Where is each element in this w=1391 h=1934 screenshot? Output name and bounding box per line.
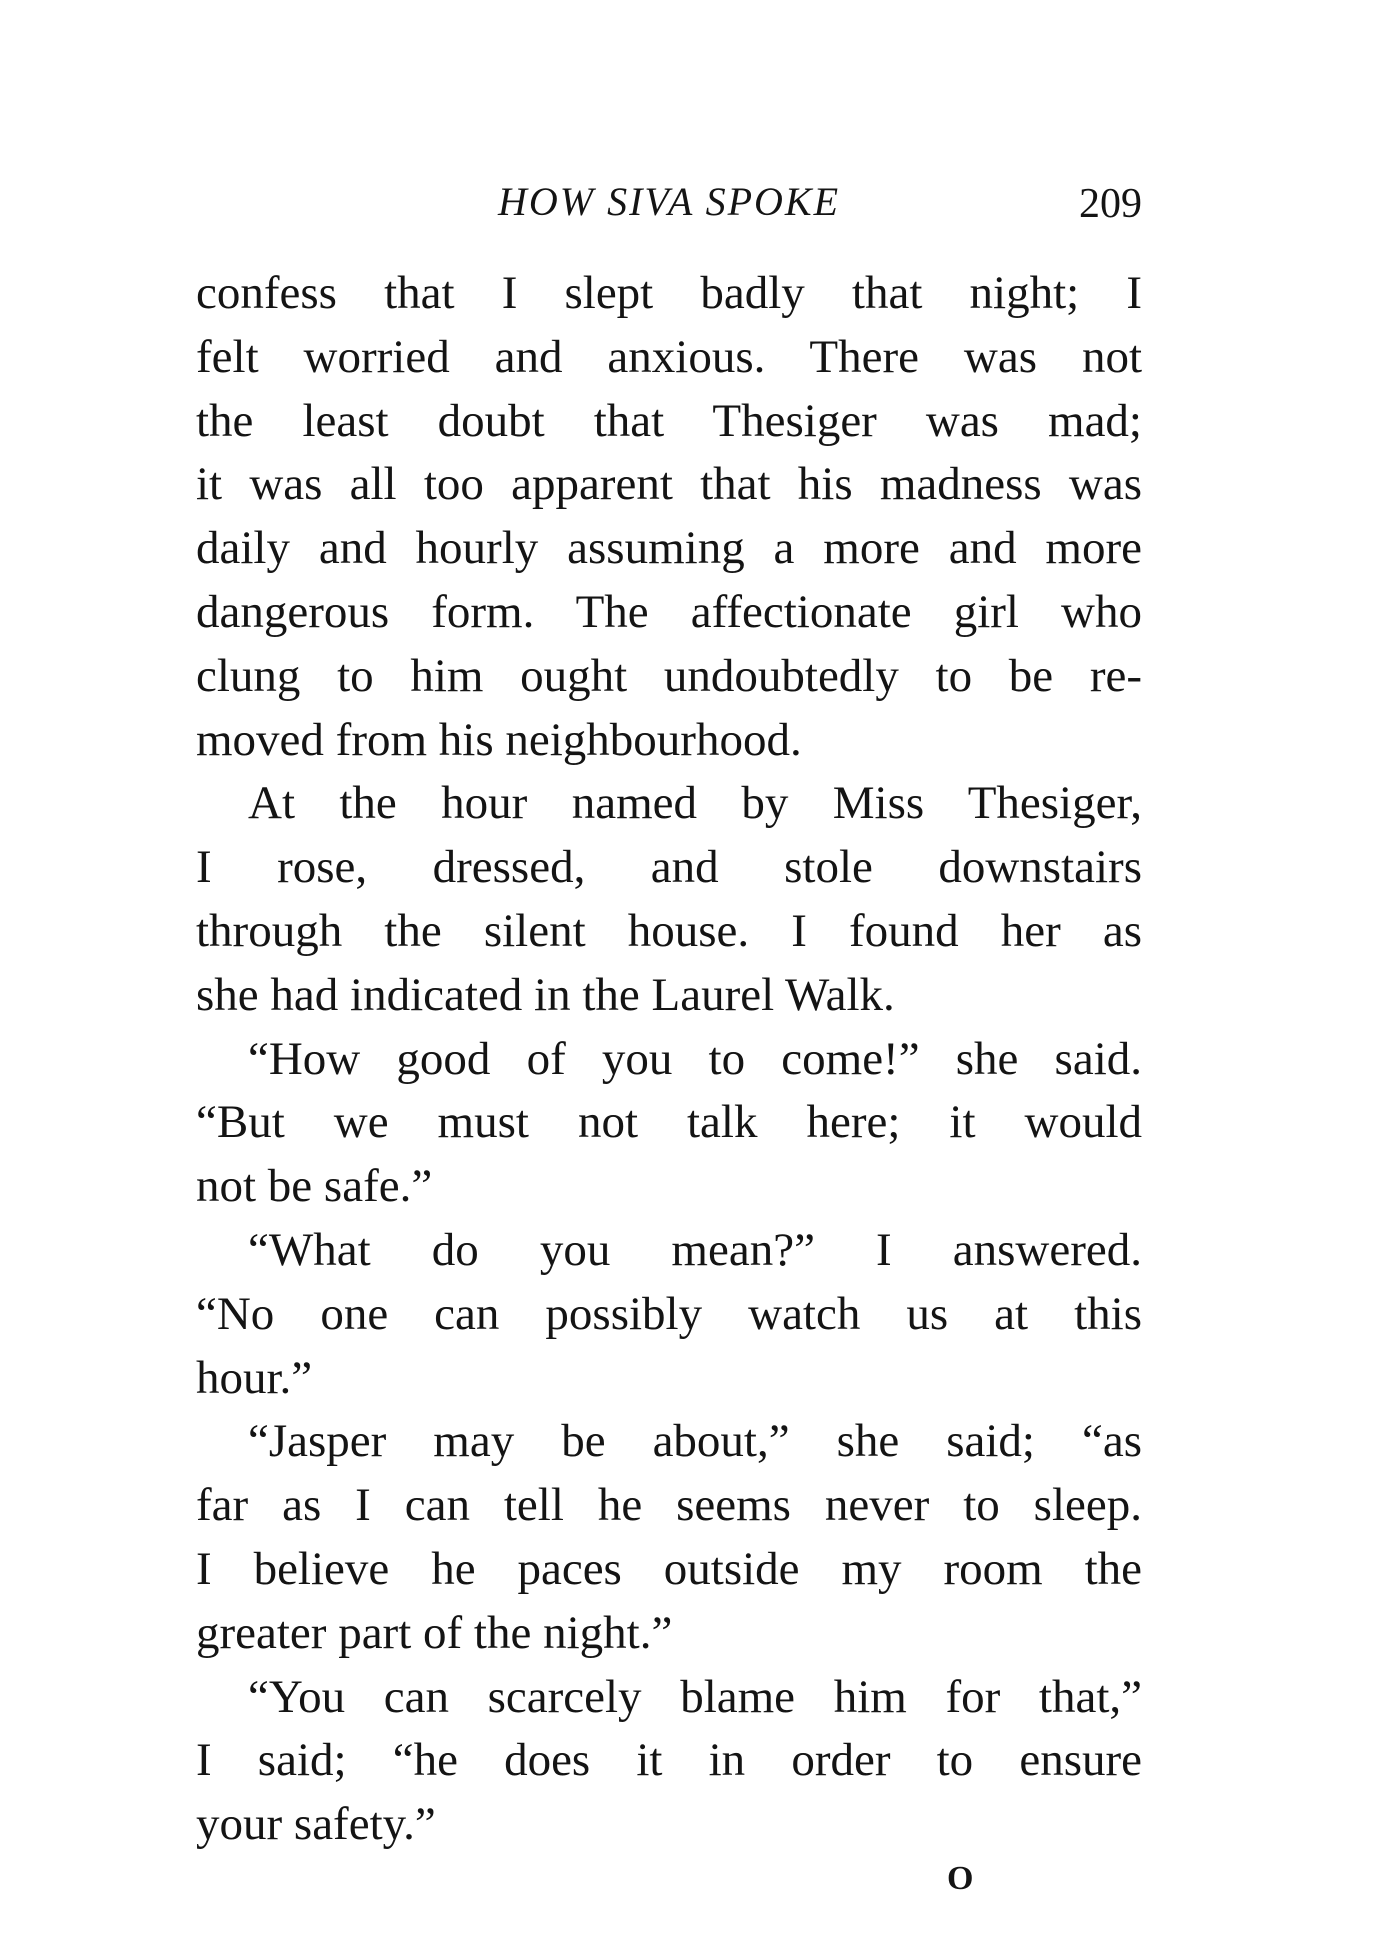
page-number: 209 [1079,181,1142,227]
text-line: I rose, dressed, and stole downstairs [196,841,1142,894]
text-line: she had indicated in the Laurel Walk. [196,968,895,1021]
text-line: not be safe.” [196,1160,433,1213]
text-line: “What do you mean?” I answered. [248,1223,1142,1276]
text-line: it was all too apparent that his madness was [196,458,1142,511]
text-line: clung to him ought undoubtedly to be re- [196,649,1142,702]
text-line: greater part of the night.” [196,1606,673,1659]
text-line: moved from his neighbourhood. [196,713,802,766]
text-line: “You can scarcely blame him for that,” [248,1670,1142,1723]
text-line: your safety.” [196,1798,436,1851]
text-line: confess that I slept badly that night; I [196,267,1142,319]
text-line: hour.” [196,1351,313,1404]
text-line: “No one can possibly watch us at this [196,1287,1142,1340]
text-line: “How good of you to come!” she said. [248,1032,1142,1085]
text-line: dangerous form. The affectionate girl who [196,585,1142,638]
signature-mark: O [947,1860,974,1897]
text-line: the least doubt that Thesiger was mad; [196,394,1142,447]
text-line: “But we must not talk here; it would [196,1096,1142,1149]
text-line: through the silent house. I found her as [196,904,1142,957]
running-title: HOW SIVA SPOKE [497,179,841,224]
text-line: daily and hourly assuming a more and more [196,522,1142,575]
body-text [196,262,1142,1857]
text-line: felt worried and anxious. There was not [196,330,1142,383]
text-line: At the hour named by Miss Thesiger, [248,777,1142,830]
text-line: far as I can tell he seems never to sleep. [196,1479,1142,1532]
text-line: I believe he paces outside my room the [196,1542,1142,1595]
text-line: I said; “he does it in order to ensure [196,1734,1142,1787]
text-line: “Jasper may be about,” she said; “as [248,1415,1142,1468]
running-head [196,172,1142,232]
